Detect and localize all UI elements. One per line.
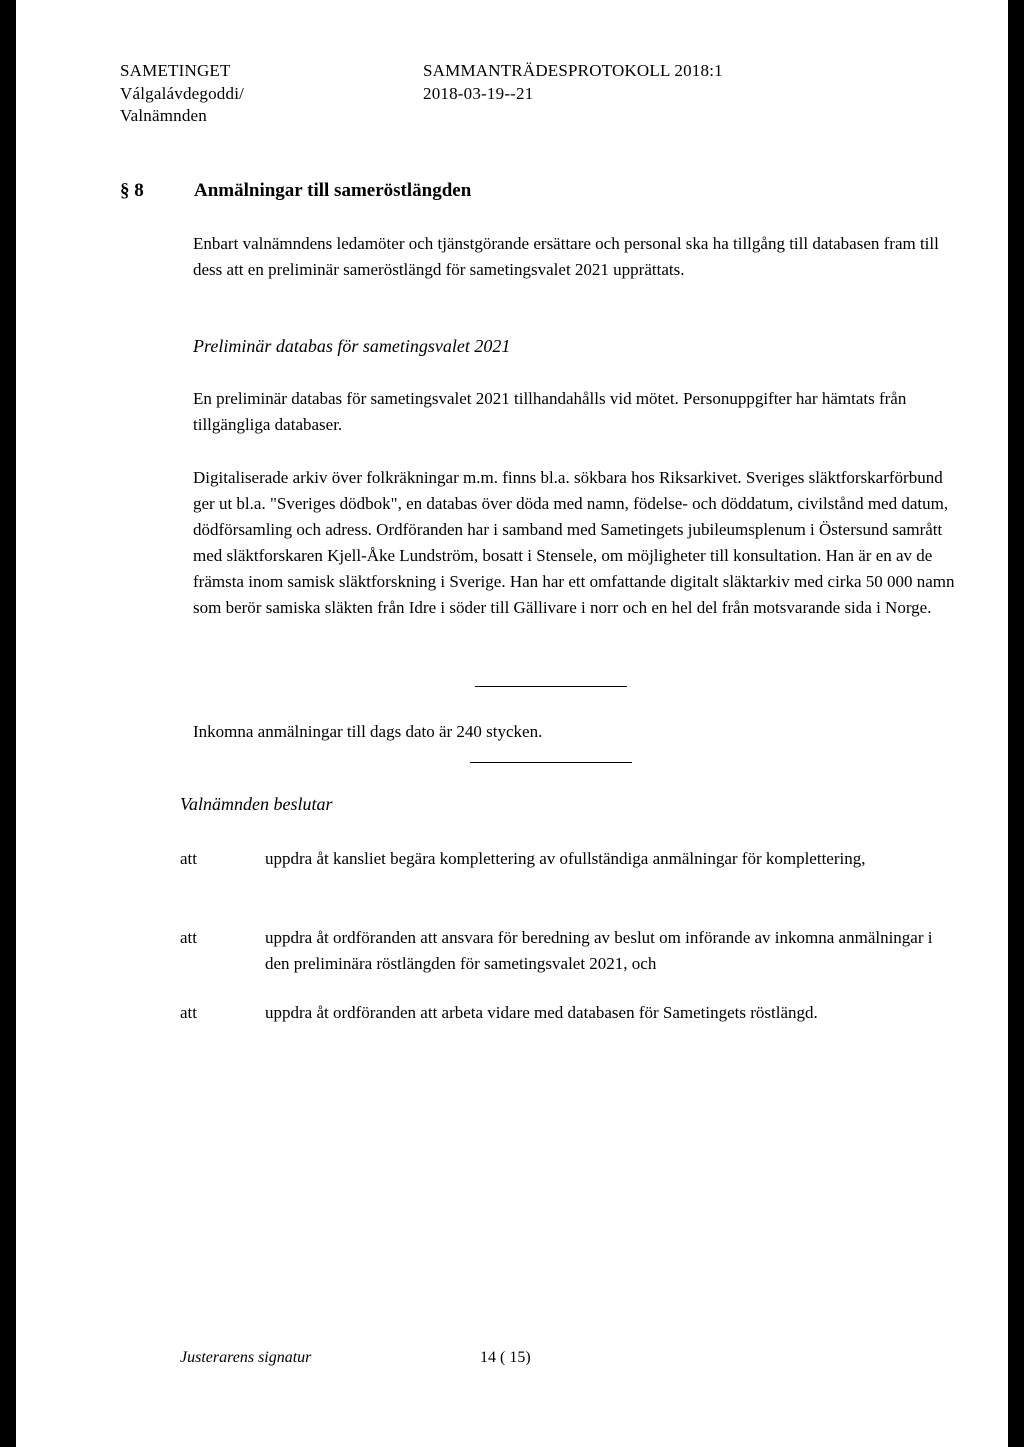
header-organization-block (120, 60, 244, 128)
header-org: SAMETINGET (120, 61, 231, 80)
decision-text: uppdra åt ordföranden att arbeta vidare med databasen för Sametingets röstlängd. (265, 1003, 818, 1022)
decision-keyword: att (180, 849, 197, 868)
header-dates: 2018-03-19--21 (423, 83, 534, 103)
header-protocol-block (423, 60, 723, 105)
decision-item (180, 1000, 960, 1026)
header-protocol: SAMMANTRÄDESPROTOKOLL 2018:1 (423, 61, 723, 80)
divider-line (475, 686, 627, 687)
header-committee-sami: Válgalávdegoddi/ (120, 83, 245, 103)
section-title: Anmälningar till sameröstlängden (194, 180, 472, 201)
paragraph-access: Enbart valnämndens ledamöter och tjänstgörande ersättare och personal ska ha tillgång till databasen fram till dess att en preliminär sameröstlängd för sametingsvalet 2021 upprättats. (193, 234, 939, 279)
decision-item (180, 846, 960, 872)
scan-border-right (1008, 0, 1024, 1447)
paragraph-database: En preliminär databas för sametingsvalet 2021 tillhandahålls vid mötet. Personuppgifter har hämtats från tillgängliga databaser. (193, 389, 907, 434)
footer-signature-label: Justerarens signatur (180, 1349, 312, 1366)
decision-keyword: att (180, 1003, 197, 1022)
decision-heading: Valnämnden beslutar (180, 794, 333, 814)
decision-text: uppdra åt ordföranden att ansvara för beredning av beslut om införande av inkomna anmälningar i den preliminära röstlängden för sametingsvalet 2021, och (265, 928, 933, 973)
decision-keyword: att (180, 928, 197, 947)
sub-heading-database: Preliminär databas för sametingsvalet 2021 (193, 336, 511, 356)
paragraph-registrations-count: Inkomna anmälningar till dags dato är 240 stycken. (193, 722, 543, 741)
decision-item (180, 925, 960, 977)
section-heading (120, 180, 471, 202)
paragraph-archives: Digitaliserade arkiv över folkräkningar m.m. finns bl.a. sökbara hos Riksarkivet. Sveriges släktforskarförbund ger ut bl.a. "Sveriges dödbok", en databas över döda med namn, födelse- och döddatum, civilstånd med datum, dödförsamling och adress. Ordföranden har i samband med Sametingets jubileumsplenum i Östersund samrått med släktforskaren Kjell-Åke Lundström, bosatt i Stensele, om möjligheter till konsultation. Han är en av de främsta inom samisk släktforskning i Sverige. Han har ett omfattande digitalt släktarkiv med cirka 50 000 namn som berör samiska släkten från Idre i söder till Gällivare i norr och en hel del från motsvarande sida i Norge. (193, 468, 955, 617)
divider-line (470, 762, 632, 763)
section-number: § 8 (120, 180, 144, 201)
scan-border-left (0, 0, 16, 1447)
decision-text: uppdra åt kansliet begära komplettering av ofullständiga anmälningar för komplettering, (265, 849, 866, 868)
footer-page-number: 14 ( 15) (480, 1349, 531, 1366)
header-committee: Valnämnden (120, 106, 207, 125)
